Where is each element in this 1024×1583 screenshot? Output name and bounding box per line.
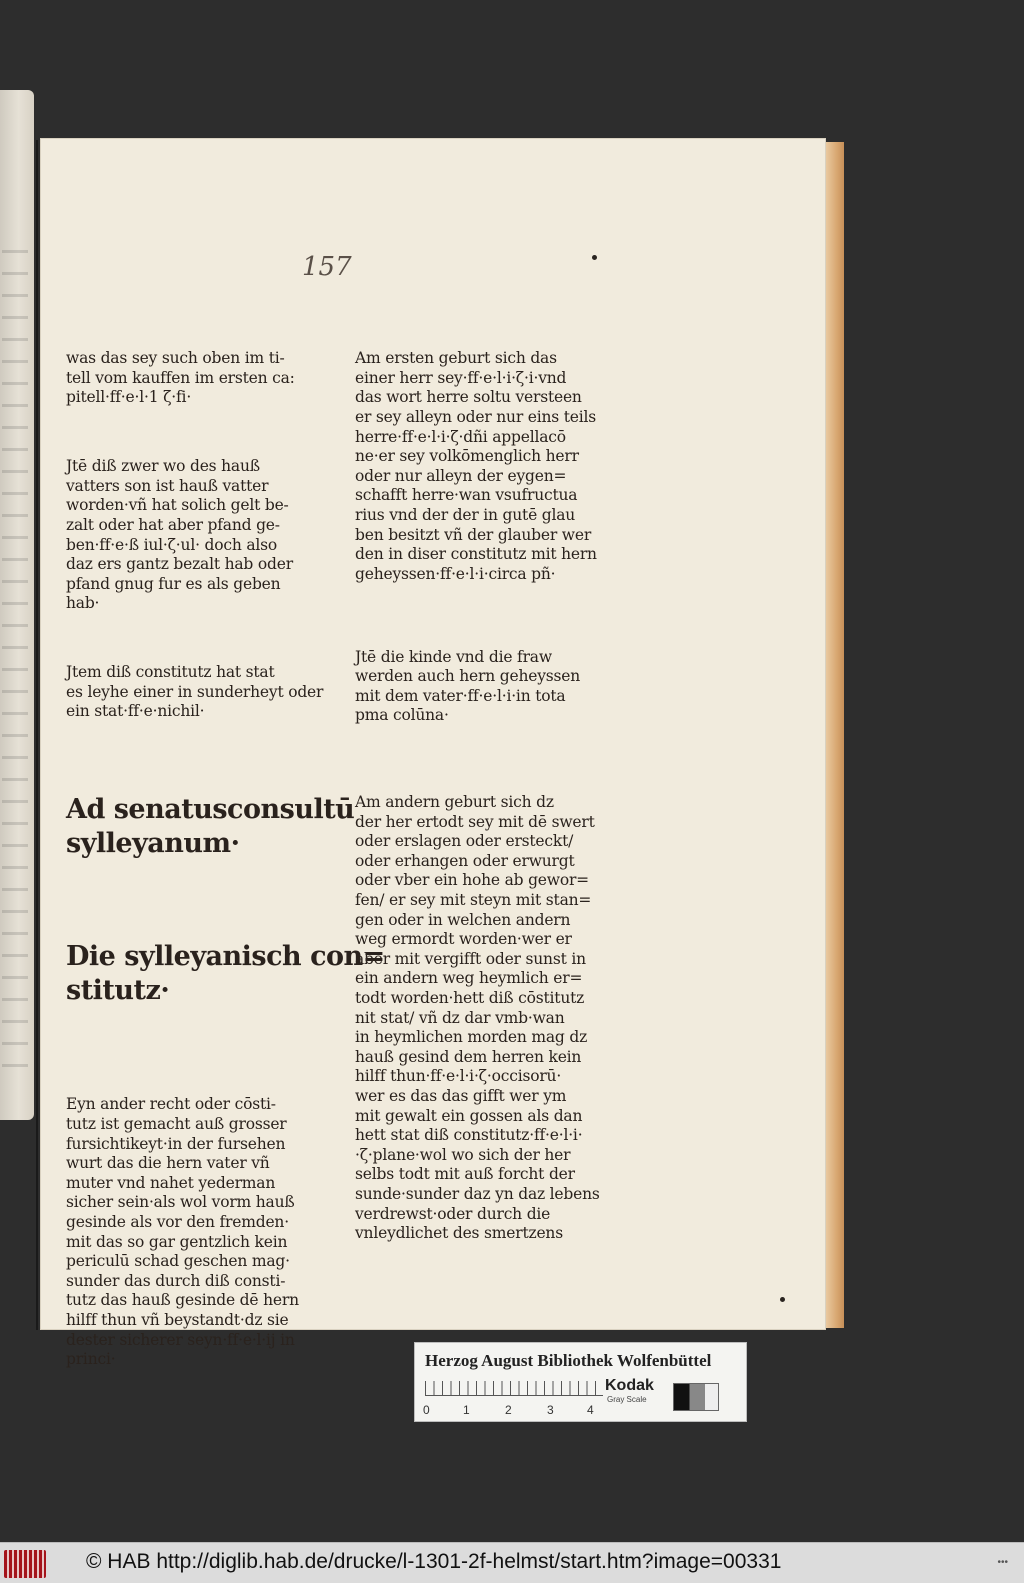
ruler-tick: 0 bbox=[423, 1403, 430, 1417]
gray-scale-swatch-icon bbox=[673, 1383, 719, 1411]
color-calibration-bar bbox=[414, 1342, 747, 1422]
ruler-icon bbox=[425, 1381, 603, 1396]
ink-dot bbox=[592, 255, 597, 260]
ink-dot bbox=[780, 1297, 785, 1302]
kodak-subtitle: Gray Scale bbox=[607, 1395, 647, 1404]
ruler-tick: 1 bbox=[463, 1403, 470, 1417]
paragraph: Eyn ander recht oder cōsti- tutz ist gemacht auß grosser fursichtikeyt·in der fursehen wurt das die hern vater vñ muter vnd nahet yederman sicher sein·als wol vorm hauß gesinde als vor den fremden· mit das so gar gentzlich kein periculū schad geschen mag· sunder das durch diß consti- tutz das hauß gesinde dē hern hilff thun vñ beystandt·dz sie dester sicherer seyn·ff·e·l·ij in princi· bbox=[66, 1095, 299, 1369]
paragraph: Jtem diß constitutz hat stat es leyhe einer in sunderheyt oder ein stat·ff·e·nichil· bbox=[66, 663, 324, 721]
page-edge bbox=[826, 142, 844, 1328]
footer-bar bbox=[0, 1542, 1024, 1583]
paragraph: was das sey such oben im ti- tell vom kauffen im ersten ca: pitell·ff·e·l·1 ζ·fi· bbox=[66, 349, 295, 407]
copyright-link[interactable]: © HAB http://diglib.hab.de/drucke/l-1301-2f-helmst/start.htm?image=00331 bbox=[86, 1550, 782, 1573]
paragraph: Am andern geburt sich dz der her ertodt sey mit dē swert oder erslagen oder ersteckt/ oder erhangen oder erwurgt oder vber ein hohe ab gewor= fen/ er sey mit steyn mit stan= gen oder in welchen andern weg ermordt worden·wer er aber mit vergifft oder sunst in ein andern weg heymlich er= todt worden·hett diß cōstitutz nit stat/ vñ dz dar vmb·wan in heymlichen morden mag dz hauß gesind dem herren kein hilff thun·ff·e·l·i·ζ·occisorū· wer es das das gifft wer ym mit gewalt ein gossen als dan hett stat diß constitutz·ff·e·l·i· ·ζ·plane·wol wo sich der her selbs todt mit auß forcht der sunde·sunder daz yn daz lebens verdrewst·oder durch die vnleydlichet des smertzens bbox=[355, 793, 600, 1243]
left-text-column bbox=[66, 310, 355, 1419]
more-icon[interactable]: ••• bbox=[997, 1557, 1008, 1568]
library-name: Herzog August Bibliothek Wolfenbüttel bbox=[425, 1351, 712, 1370]
ruler-tick: 4 bbox=[587, 1403, 594, 1417]
paragraph: Jtē die kinde vnd die fraw werden auch hern geheyssen mit dem vater·ff·e·l·i·in tota pma colūna· bbox=[355, 647, 581, 725]
ruler-tick: 3 bbox=[547, 1403, 554, 1417]
paragraph: Am ersten geburt sich das einer herr sey·ff·e·l·i·ζ·i·vnd das wort herre soltu versteen er sey alleyn oder nur eins teils herre·ff·e·l·i·ζ·dñi appellacō ne·er sey volkōmenglich herr oder nur alleyn der eygen= schafft herre·wan vsufructua rius vnd der der in gutē glau ben besitzt vñ der glauber wer den in diser constitutz mit hern geheyssen·ff·e·l·i·circa pñ· bbox=[355, 349, 597, 583]
right-text-column bbox=[355, 310, 620, 1293]
hab-logo-icon bbox=[4, 1550, 46, 1578]
binding-shadow bbox=[36, 140, 38, 1330]
kodak-logo: Kodak bbox=[605, 1377, 654, 1394]
section-heading: Ad senatusconsultū sylleyanum· bbox=[66, 794, 355, 860]
ruler-tick: 2 bbox=[505, 1403, 512, 1417]
paragraph: Jtē diß zwer wo des hauß vatters son ist hauß vatter worden·vñ hat solich gelt be- zalt oder hat aber pfand ge- ben·ff·e·ß iul·ζ·ul· doch also daz ers gantz bezalt hab oder pfand gnug fur es als geben hab· bbox=[66, 457, 293, 613]
section-heading: Die sylleyanisch stitutz· bbox=[66, 941, 302, 1007]
previous-page-edge bbox=[0, 90, 34, 1120]
folio-number: 157 bbox=[302, 252, 352, 282]
